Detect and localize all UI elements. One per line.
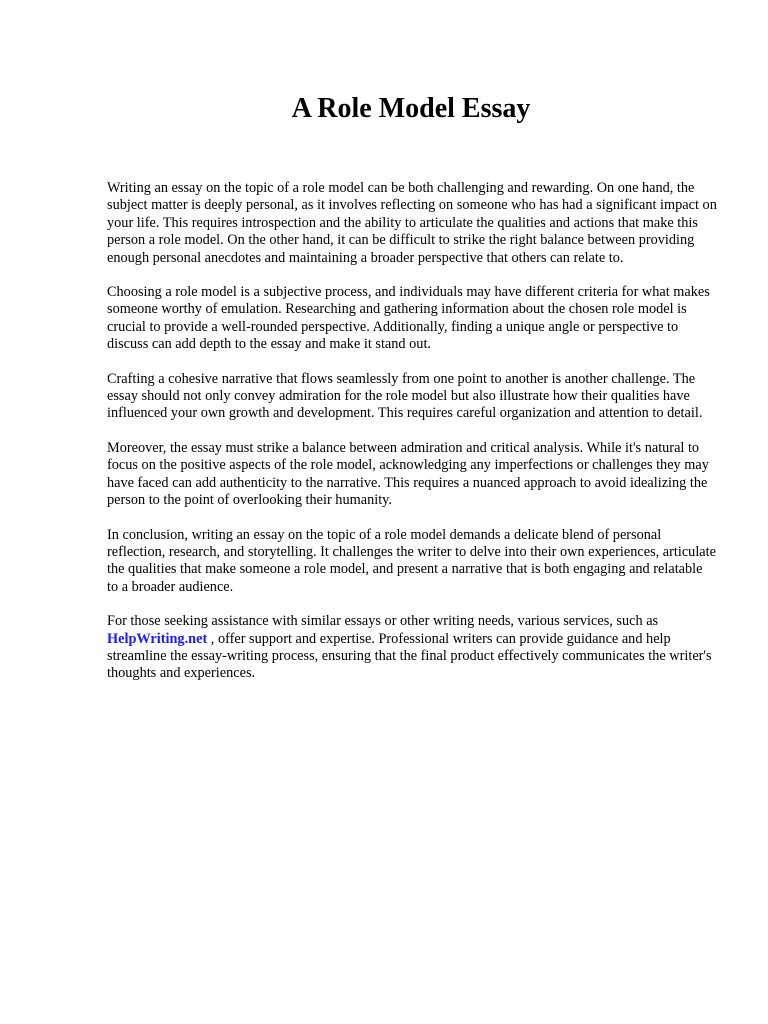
document-body	[107, 180, 717, 700]
paragraph-4: Moreover, the essay must strike a balance between admiration and critical analysis. While it's natural to focus on the positive aspects of the role model, acknowledging any imperfections or challenges they may have faced can add authenticity to the narrative. This requires a nuanced approach to avoid idealizing the person to the point of overlooking their humanity.	[107, 439, 709, 509]
paragraph-3: Crafting a cohesive narrative that flows seamlessly from one point to another is another challenge. The essay should not only convey admiration for the role model but also illustrate how their qualities have influenced your own growth and development. This requires careful organization and attention to detail.	[107, 370, 703, 422]
paragraph-2: Choosing a role model is a subjective process, and individuals may have different criteria for what makes someone worthy of emulation. Researching and gathering information about the chosen role model is crucial to provide a well-rounded perspective. Additionally, finding a unique angle or perspective to discuss can add depth to the essay and make it stand out.	[107, 284, 710, 353]
paragraph-1: Writing an essay on the topic of a role model can be both challenging and rewarding. On one hand, the subject matter is deeply personal, as it involves reflecting on someone who has had a significant impact on your life. This requires introspection and the ability to articulate the qualities and actions that make this person a role model. On the other hand, it can be difficult to strike the right balance between providing enough personal anecdotes and maintaining a broader perspective that others can relate to.	[107, 180, 717, 266]
paragraph-5: In conclusion, writing an essay on the topic of a role model demands a delicate blend of personal reflection, research, and storytelling. It challenges the writer to delve into their own experiences, articulate the qualities that make someone a role model, and present a narrative that is both engaging and relatable to a broader audience.	[107, 526, 716, 595]
helpwriting-link[interactable]: HelpWriting.net	[107, 630, 208, 647]
paragraph-6-lead-text: For those seeking assistance with similar essays or other writing needs, various services, such as	[107, 613, 659, 630]
paragraph-6-trail-text: , offer support and expertise. Professional writers can provide guidance and help streamline the essay-writing process, ensuring that the final product effectively communicates the writer's thoughts and experiences.	[107, 630, 712, 682]
document-title: A Role Model Essay	[291, 93, 531, 124]
paragraph-6	[107, 613, 717, 683]
